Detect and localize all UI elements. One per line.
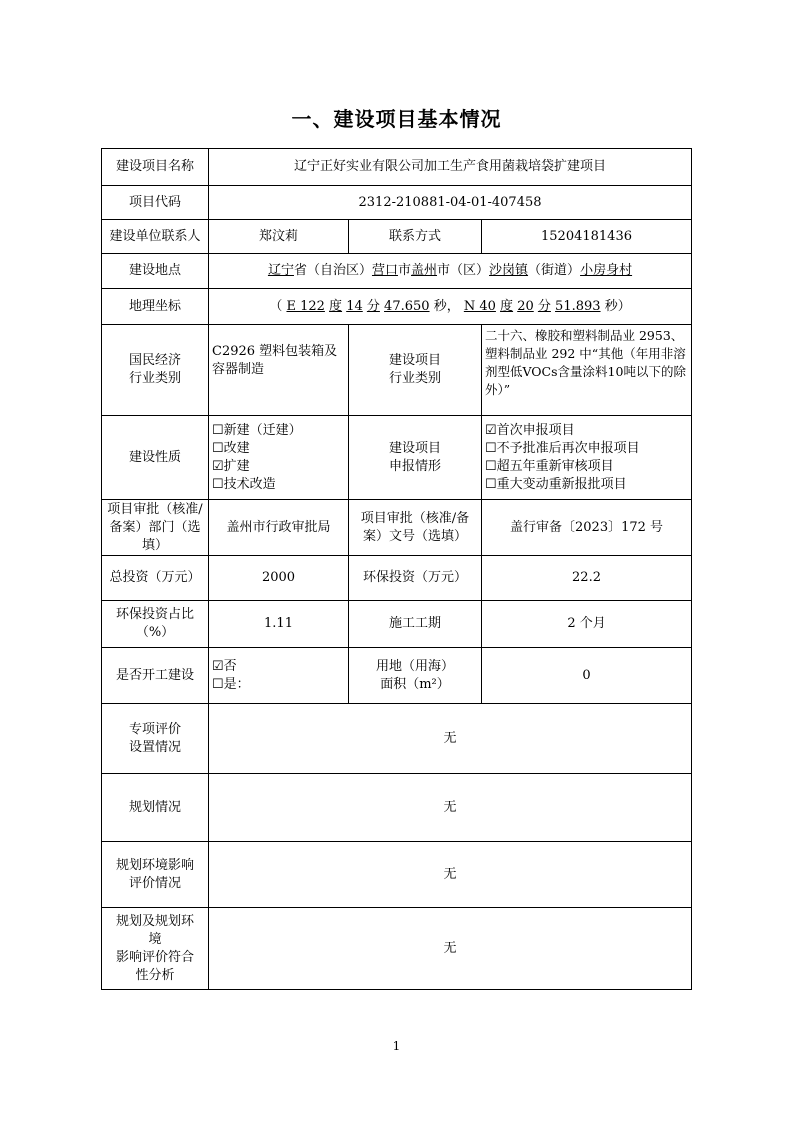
report-option-five-year[interactable]: ☐超五年重新审核项目 bbox=[485, 458, 614, 474]
location-city: 营口 bbox=[371, 263, 398, 278]
contact-method-value: 15204181436 bbox=[482, 220, 692, 254]
coords-n-deg: N 40 bbox=[463, 298, 496, 314]
planning-env-label-line1: 规划环境影响 bbox=[115, 857, 194, 873]
nature-option-new[interactable]: ☐新建（迁建） bbox=[212, 422, 302, 438]
page-number: 1 bbox=[392, 1039, 401, 1053]
approval-doc-value: 盖行审备〔2023〕172 号 bbox=[482, 500, 692, 556]
coords-value bbox=[209, 289, 692, 325]
report-options bbox=[482, 416, 692, 500]
project-code-value: 2312-210881-04-01-407458 bbox=[209, 186, 692, 220]
row-ratio bbox=[102, 601, 692, 648]
area-value: 0 bbox=[482, 648, 692, 704]
planning-env-label-line2: 评价情况 bbox=[128, 875, 181, 891]
coords-deg1: 度 bbox=[329, 298, 343, 314]
industry-value: C2926 塑料包装箱及容器制造 bbox=[209, 325, 349, 416]
industry-type-label bbox=[349, 325, 482, 416]
row-special-eval bbox=[102, 704, 692, 774]
row-project-code bbox=[102, 186, 692, 220]
approval-dept-label: 项目审批（核准/备案）部门（选填） bbox=[102, 500, 209, 556]
industry-type-value: 二十六、橡胶和塑料制品业 2953、塑料制品业 292 中“其他（年用非溶剂型低VOCs含量涂料10吨以下的除外）” bbox=[482, 325, 692, 416]
coords-sec2: 秒） bbox=[604, 298, 631, 314]
special-eval-label bbox=[102, 704, 209, 774]
row-project-name bbox=[102, 149, 692, 186]
report-label-line1: 建设项目 bbox=[388, 440, 441, 456]
row-location bbox=[102, 254, 692, 289]
coords-sec1: 秒， bbox=[433, 298, 460, 314]
location-town-suffix: （街道） bbox=[528, 263, 581, 278]
conformity-value: 无 bbox=[209, 908, 692, 990]
started-options bbox=[209, 648, 349, 704]
row-coords bbox=[102, 289, 692, 325]
area-label-line1: 用地（用海） bbox=[375, 658, 454, 674]
row-planning-env bbox=[102, 842, 692, 908]
industry-type-label-line1: 建设项目 bbox=[388, 353, 441, 368]
report-option-first[interactable]: ☑首次申报项目 bbox=[485, 422, 575, 438]
coords-min1: 分 bbox=[366, 298, 380, 314]
row-started bbox=[102, 648, 692, 704]
location-province-suffix: 省（自治区） bbox=[293, 263, 372, 278]
report-option-resubmit[interactable]: ☐不予批准后再次申报项目 bbox=[485, 440, 640, 456]
report-option-major-change[interactable]: ☐重大变动重新报批项目 bbox=[485, 476, 627, 492]
location-county-suffix: 市（区） bbox=[437, 263, 490, 278]
location-city-suffix: 市 bbox=[397, 263, 411, 278]
ratio-label: 环保投资占比（%） bbox=[102, 601, 209, 648]
row-approval bbox=[102, 500, 692, 556]
conformity-label-line4: 性分析 bbox=[135, 967, 175, 983]
started-label: 是否开工建设 bbox=[102, 648, 209, 704]
conformity-label bbox=[102, 908, 209, 990]
industry-label-line2: 行业类别 bbox=[128, 371, 181, 386]
project-name-value: 辽宁正好实业有限公司加工生产食用菌栽培袋扩建项目 bbox=[209, 149, 692, 186]
period-value: 2 个月 bbox=[482, 601, 692, 648]
report-label-line2: 申报情形 bbox=[388, 458, 441, 474]
row-investment bbox=[102, 556, 692, 601]
location-province: 辽宁 bbox=[267, 263, 294, 278]
project-info-table bbox=[101, 148, 692, 990]
conformity-label-line2: 境 bbox=[148, 931, 162, 947]
location-town: 沙岗镇 bbox=[489, 263, 529, 278]
coords-open: （ bbox=[269, 298, 283, 314]
coords-e-min: 14 bbox=[346, 298, 363, 314]
ratio-value: 1.11 bbox=[209, 601, 349, 648]
started-option-yes[interactable]: ☐是： bbox=[212, 676, 250, 692]
row-planning bbox=[102, 774, 692, 842]
industry-label-line1: 国民经济 bbox=[128, 353, 181, 368]
location-value bbox=[209, 254, 692, 289]
coords-n-min: 20 bbox=[517, 298, 534, 314]
planning-env-label bbox=[102, 842, 209, 908]
special-eval-label-line1: 专项评价 bbox=[128, 721, 181, 737]
location-label: 建设地点 bbox=[102, 254, 209, 289]
project-code-label: 项目代码 bbox=[102, 186, 209, 220]
coords-n-sec: 51.893 bbox=[555, 298, 601, 314]
nature-options bbox=[209, 416, 349, 500]
row-contact bbox=[102, 220, 692, 254]
project-name-label: 建设项目名称 bbox=[102, 149, 209, 186]
investment-value: 2000 bbox=[209, 556, 349, 601]
area-label-line2: 面积（m²） bbox=[380, 676, 450, 692]
industry-label bbox=[102, 325, 209, 416]
planning-value: 无 bbox=[209, 774, 692, 842]
contact-method-label: 联系方式 bbox=[349, 220, 482, 254]
report-label bbox=[349, 416, 482, 500]
location-county: 盖州 bbox=[411, 263, 438, 278]
coords-e-deg: E 122 bbox=[286, 298, 325, 314]
conformity-label-line1: 规划及规划环 bbox=[115, 913, 194, 929]
special-eval-value: 无 bbox=[209, 704, 692, 774]
investment-label: 总投资（万元） bbox=[102, 556, 209, 601]
row-conformity bbox=[102, 908, 692, 990]
contact-label: 建设单位联系人 bbox=[102, 220, 209, 254]
location-village: 小房身村 bbox=[580, 263, 633, 278]
nature-option-expand[interactable]: ☑扩建 bbox=[212, 458, 250, 474]
contact-value: 郑汶莉 bbox=[209, 220, 349, 254]
env-investment-label: 环保投资（万元） bbox=[349, 556, 482, 601]
row-nature bbox=[102, 416, 692, 500]
period-label: 施工工期 bbox=[349, 601, 482, 648]
nature-label: 建设性质 bbox=[102, 416, 209, 500]
coords-e-sec: 47.650 bbox=[384, 298, 430, 314]
special-eval-label-line2: 设置情况 bbox=[128, 739, 181, 755]
row-industry bbox=[102, 325, 692, 416]
page-title: 一、建设项目基本情况 bbox=[291, 107, 502, 131]
started-option-no[interactable]: ☑否 bbox=[212, 658, 237, 674]
nature-option-rebuild[interactable]: ☐改建 bbox=[212, 440, 250, 456]
planning-env-value: 无 bbox=[209, 842, 692, 908]
coords-min2: 分 bbox=[537, 298, 551, 314]
nature-option-tech[interactable]: ☐技术改造 bbox=[212, 476, 276, 492]
env-investment-value: 22.2 bbox=[482, 556, 692, 601]
industry-type-label-line2: 行业类别 bbox=[388, 371, 441, 386]
approval-doc-label: 项目审批（核准/备案）文号（选填） bbox=[349, 500, 482, 556]
approval-dept-value: 盖州市行政审批局 bbox=[209, 500, 349, 556]
coords-deg2: 度 bbox=[500, 298, 514, 314]
planning-label: 规划情况 bbox=[102, 774, 209, 842]
coords-label: 地理坐标 bbox=[102, 289, 209, 325]
conformity-label-line3: 影响评价符合 bbox=[115, 949, 194, 965]
area-label bbox=[349, 648, 482, 704]
